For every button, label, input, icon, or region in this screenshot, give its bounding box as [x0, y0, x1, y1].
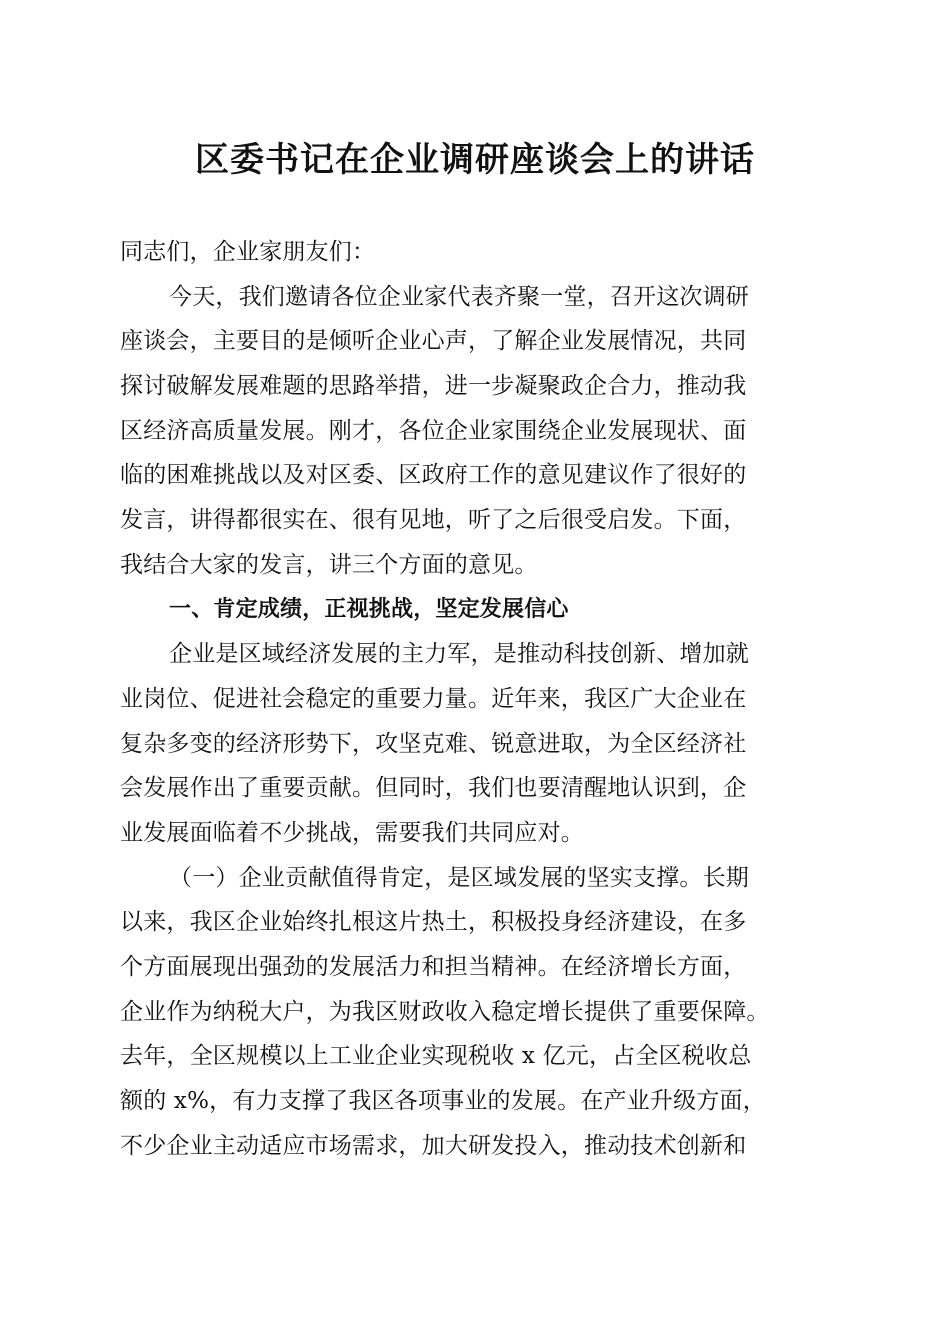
paragraph-line: 额的 x%，有力支撑了我区各项事业的发展。在产业升级方面，: [120, 1088, 766, 1115]
paragraph-line: 业岗位、促进社会稳定的重要力量。近年来，我区广大企业在: [120, 685, 747, 712]
paragraph-line: 发言，讲得都很实在、很有见地，听了之后很受启发。下面，: [120, 507, 747, 534]
subsection-line: （一）企业贡献值得肯定，是区域发展的坚实支撑。长期: [169, 864, 749, 891]
paragraph-line: 复杂多变的经济形势下，攻坚克难、锐意进取，为全区经济社: [120, 730, 747, 757]
paragraph-line: 个方面展现出强劲的发展活力和担当精神。在经济增长方面，: [120, 954, 747, 980]
paragraph-line: 临的困难挑战以及对区委、区政府工作的意见建议作了很好的: [120, 462, 747, 489]
paragraph-line: 去年，全区规模以上工业企业实现税收 x 亿元，占全区税收总: [120, 1043, 752, 1070]
document-title: 区委书记在企业调研座谈会上的讲话: [195, 140, 755, 180]
paragraph-line: 我结合大家的发言，讲三个方面的意见。: [120, 551, 538, 578]
paragraph-line: 业发展面临着不少挑战，需要我们共同应对。: [120, 819, 584, 846]
paragraph-line: 会发展作出了重要贡献。但同时，我们也要清醒地认识到，企: [120, 775, 747, 802]
paragraph-line: 今天，我们邀请各位企业家代表齐聚一堂，召开这次调研: [169, 283, 749, 310]
paragraph-line: 区经济高质量发展。刚才，各位企业家围绕企业发展现状、面: [120, 417, 747, 444]
paragraph-line: 企业作为纳税大户，为我区财政收入稳定增长提供了重要保障。: [120, 998, 770, 1025]
document-body: [120, 230, 832, 1168]
section-heading: 一、肯定成绩，正视挑战，坚定发展信心: [169, 596, 569, 622]
paragraph-line: 企业是区域经济发展的主力军，是推动科技创新、增加就: [169, 641, 749, 668]
paragraph-line: 不少企业主动适应市场需求，加大研发投入，推动技术创新和: [120, 1132, 747, 1159]
paragraph-line: 探讨破解发展难题的思路举措，进一步凝聚政企合力，推动我: [120, 373, 747, 400]
paragraph-line: 座谈会，主要目的是倾听企业心声，了解企业发展情况，共同: [120, 328, 747, 355]
salutation-line: 同志们，企业家朋友们：: [120, 239, 376, 265]
paragraph-line: 以来，我区企业始终扎根这片热土，积极投身经济建设，在多: [120, 909, 747, 936]
